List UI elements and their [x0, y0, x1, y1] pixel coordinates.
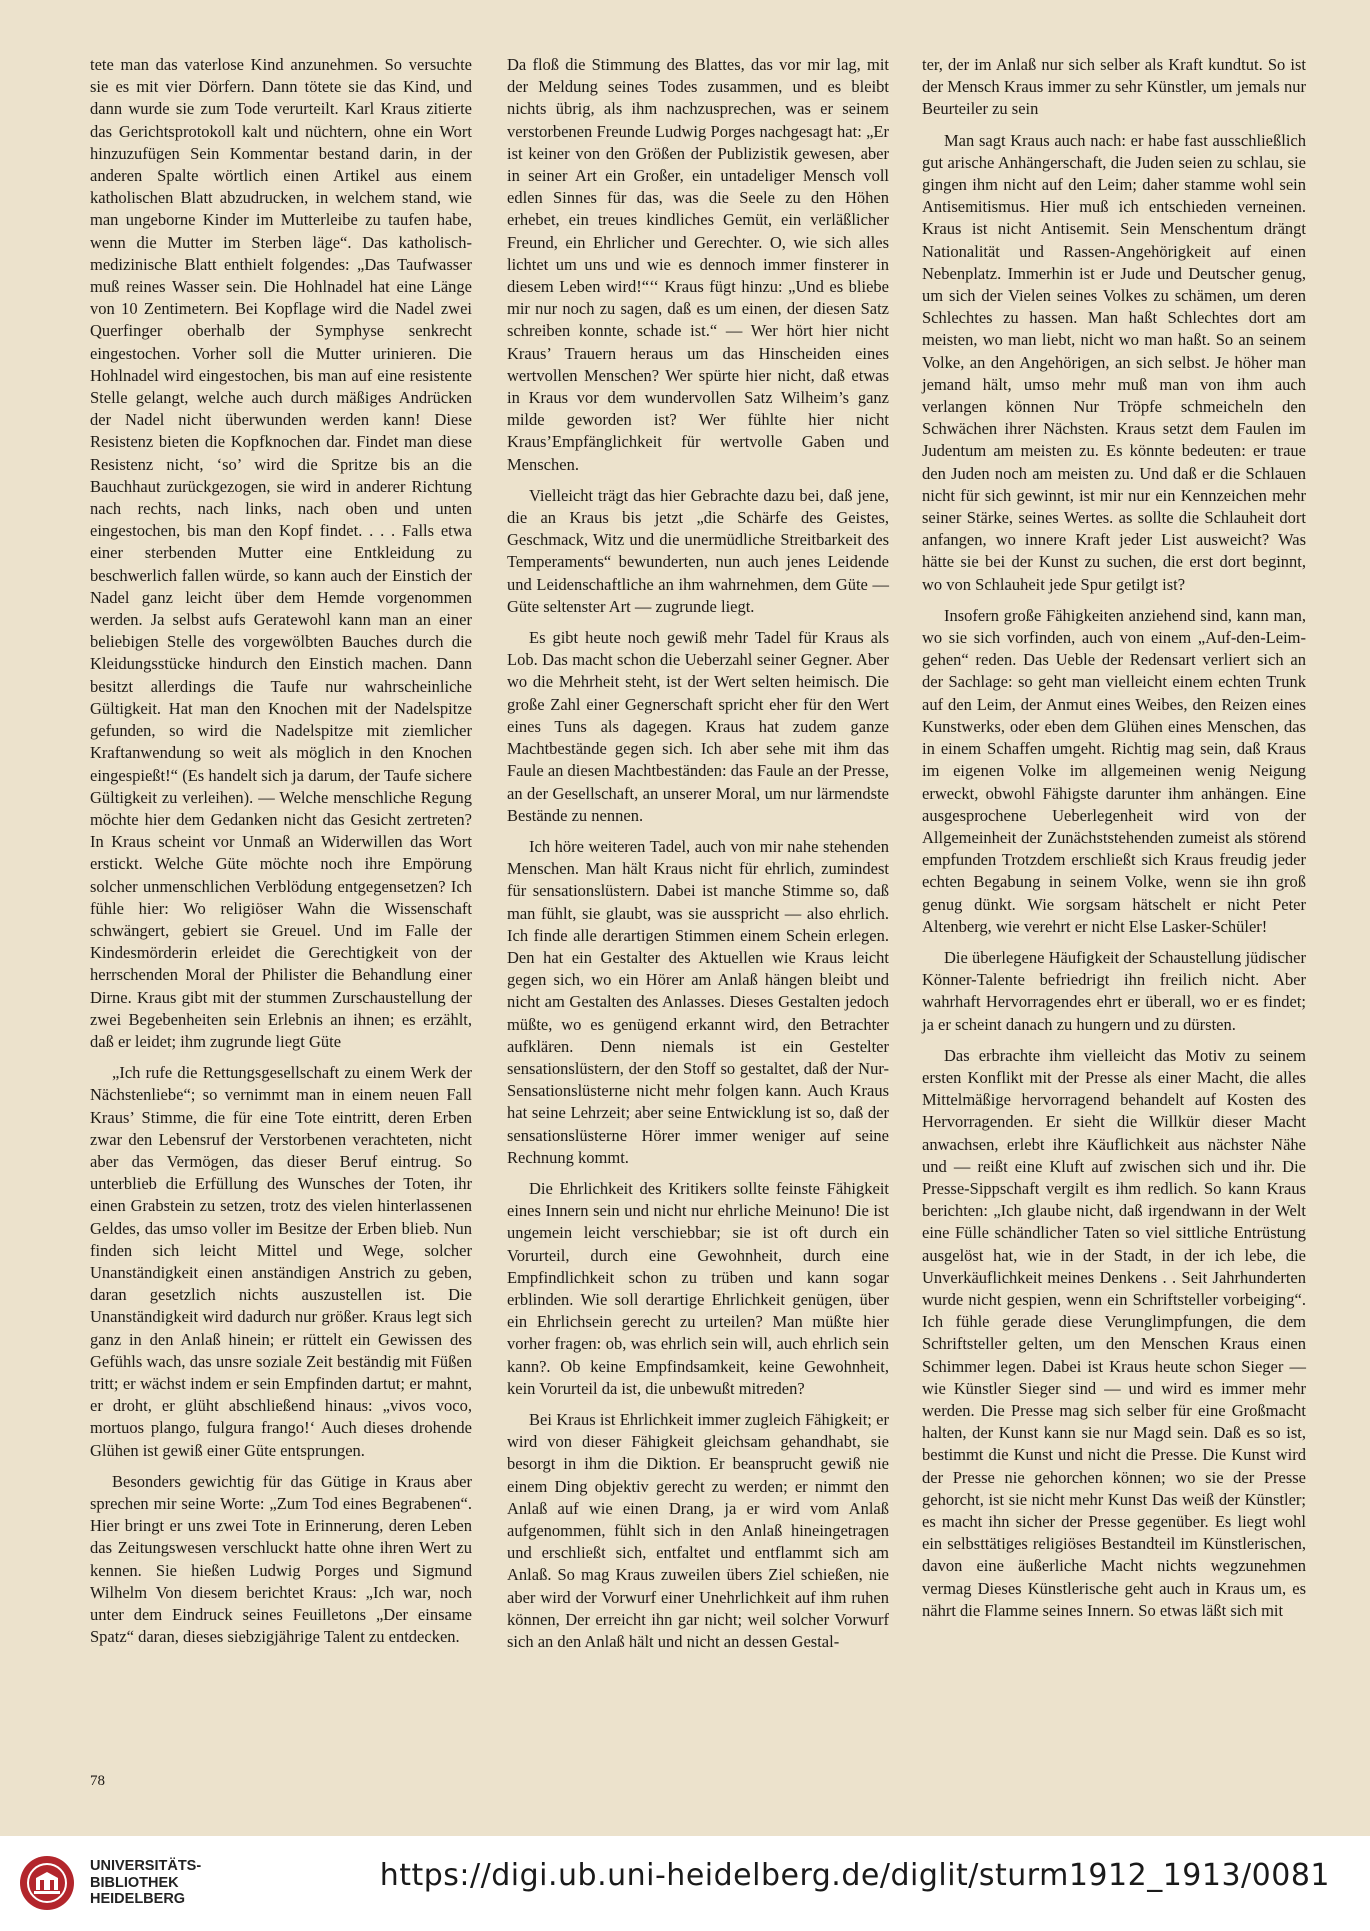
paragraph: Da floß die Stimmung des Blattes, das vor mir lag, mit der Meldung seines Todes zusammen, und es bleibt nichts übrig, als ihm nachzusprechen, was er seinem verstorbenen Freunde Ludwig Porges nachgesagt hat: „Er ist keiner von den Größen der Publizistik gewesen, aber in seiner Art ein Großer, ein untadeliger Mensch voll edlen Sinnes für das, was die Seele zu den Höhen erhebet, ein treues kindliches Gemüt, ein verläßlicher Freund, ein Ehrlicher und Gerechter. O, wie sich alles lichtet um uns und wie es dennoch immer finsterer in diesem Leben wird!“‘‘ Kraus fügt hinzu: „Und es bliebe mir nur noch zu sagen, daß es um einen, der diesen Satz schreiben konnte, schade ist.“ — Wer hört hier nicht Kraus’ Trauern heraus um das Hinscheiden eines wertvollen Menschen? Wer spürte hier nicht, daß etwas in Kraus vor dem wundervollen Satz Wilheim’s ganz milde geworden ist? Wer fühlte hier nicht Kraus’Empfänglichkeit für wertvolle Gaben und Menschen. [507, 55, 889, 474]
library-name[interactable] [90, 1858, 201, 1908]
paragraph: tete man das vaterlose Kind anzunehmen. So versuchte sie es mit vier Dörfern. Dann tötete sie das Kind, und dann wurde sie zum Tode verurteilt. Karl Kraus zitierte das Gerichtsprotokoll kalt und nüchtern, ohne ein Wort hinzuzufügen Sein Kommentar bestand darin, in der anderen Spalte wörtlich einen Artikel aus einem katholischen Blatt abzudrucken, in welchem stand, wie man ungeborne Kinder im Mutterleibe zu taufen habe, wenn die Mutter im Sterben läge“. Das katholisch-medizinische Blatt enthielt folgendes: „Das Taufwasser muß reines Wasser sein. Die Hohlnadel hat eine Länge von 10 Zentimetern. Bei Kopflage wird die Nadel zwei Querfinger oberhalb der Symphyse senkrecht eingestochen. Vorher soll die Mutter urinieren. Die Hohlnadel wird eingestochen, bis man auf eine resistente Stelle gelangt, welche auch durch mäßiges Andrücken der Nadel nicht überwunden werden kann! Diese Resistenz bieten die Kopfknochen dar. Findet man diese Resistenz nicht, ‘so’ wird die Spritze bis an die Bauchhaut zurückgezogen, sie wird in anderer Richtung nach rechts, nach links, nach oben und unten eingestochen, bis man den Kopf findet. . . . Falls etwa einer sterbenden Mutter eine Entkleidung zu beschwerlich fallen würde, so kann auch der Einstich der Nadel ganz leicht über dem Hemde vorgenommen werden. Ja selbst aufs Geratewohl kann man an einer beliebigen Stelle des vorgewölbten Bauches durch die Kleidungsstücke hindurch den Einstich machen. Dann besitzt allerdings die Taufe nur wahrscheinliche Gültigkeit. Hat man den Knochen mit der Nadelspitze gefunden, so wird die Nadelspitze mit ziemlicher Kraftanwendung so weit als möglich in den Knochen eingespießt!“ (Es handelt sich ja darum, der Taufe sichere Gültigkeit zu verleihen). — Welche menschliche Regung möchte hier dem Gedanken nicht das Gesicht zertreten? In Kraus scheint vor Unmaß an Widerwillen das Wort erstickt. Welche Güte möchte noch ihre Empörung solcher unmenschlichen Verblödung entgegensetzen? Ich fühle hier: Wo religiöser Wahn die Wissenschaft schwängert, gebiert sie Greuel. Und im Falle der Kindesmörderin erleidet die Gerechtigkeit von der herrschenden Moral der Philister die Behandlung einer Dirne. Kraus gibt mit der stummen Zurschaustellung der zwei Begebenheiten sein Erlebnis an ihnen; es erzählt, daß er leidet; ihm zugrunde liegt Güte [90, 55, 472, 1051]
paragraph: Die Ehrlichkeit des Kritikers sollte feinste Fähigkeit eines Innern sein und nicht nur ehrliche Meinuno! Die ist ungemein leicht verschiebbar; sie ist oft durch ein Vorurteil, durch eine Gewohnheit, durch eine Empfindlichkeit schon zu trüben und kann sogar erblinden. Wie soll derartige Ehrlichkeit genügen, über ein Ehrlichsein gerecht zu urteilen? Man müßte hier vorher fragen: ob, was ehrlich sein will, auch ehrlich sein kann?. Ob keine Empfindsamkeit, keine Gewohnheit, kein Vorurteil da ist, die unbewußt mitreden? [507, 1178, 889, 1398]
paragraph: „Ich rufe die Rettungsgesellschaft zu einem Werk der Nächstenliebe“; so vernimmt man in einem neuen Fall Kraus’ Stimme, die für eine Tote eintritt, deren Erben zwar den Lebensruf der Verstorbenen verachteten, nicht aber das Vermögen, das dieser Beruf eintrug. So unterblieb die Erfüllung des Wunsches der Toten, ihr einen Grabstein zu setzen, trotz des vielen hinterlassenen Geldes, das umso voller im Besitze der Erben blieb. Nun finden sich leicht Mittel und Wege, solcher Unanständigkeit einen anständigen Anstrich zu geben, daran gesetzlich nichts auszustellen ist. Die Unanständigkeit wird dadurch nur größer. Kraus legt sich ganz in den Anlaß hinein; er rüttelt ein Gewissen des Gefühls wach, das unsre soziale Zeit beständig mit Füßen tritt; er wächst indem er sein Empfinden dartut; er mahnt, er droht, er glüht abschließend hinaus: „vivos voco, mortuos plango, fulgura frango!‘ Auch dieses drohende Glühen ist gewiß einer Güte entsprungen. [90, 1063, 472, 1460]
paragraph: Das erbrachte ihm vielleicht das Motiv zu seinem ersten Konflikt mit der Presse als einer Macht, die alles Mittelmäßige hervorragend behandelt auf Kosten des Hervorragenden. Er sieht die Willkür dieser Macht anwachsen, erlebt ihre Käuflichkeit aus nächster Nähe und — reißt eine Kluft auf zwischen sich und ihr. Die Presse-Sippschaft vergilt es ihm redlich. So kann Kraus berichten: „Ich glaube nicht, daß irgendwann in der Welt eine Fülle schändlicher Taten so viel sittliche Entrüstung ausgelöst hat, wie in der Stadt, in der ich lebe, die Unverkäuflichkeit meines Denkens . . Seit Jahrhunderten wurde nicht gespien, wenn ein Schriftsteller vorbeiging“. Ich fühle gerade diese Verunglimpfungen, die dem Schriftsteller gelten, um den Menschen Kraus einen Schimmer legen. Dabei ist Kraus heute schon Sieger — wie Künstler Sieger sind — und wird es immer mehr werden. Die Presse mag sich selber für eine Großmacht halten, der Kunst kann sie nur Magd sein. Daß es so ist, bestimmt die Kunst und nicht die Presse. Die Kunst wird der Presse nie gehorchen können; wo sie der Presse gehorcht, ist sie nicht mehr Kunst Das weiß der Künstler; es macht ihn sicher der Presse gegenüber. Es liegt wohl ein selbsttätiges religiöses Bestandteil im Künstlerischen, davon eine äußerliche Macht nichts wegzunehmen vermag Dieses Künstlerische geht auch in Kraus um, es nährt die Flamme seines Innern. So etwas läßt sich mit [922, 1045, 1306, 1620]
library-name-line: HEIDELBERG [90, 1891, 186, 1907]
viewer-footer [0, 1836, 1370, 1931]
paragraph: Besonders gewichtig für das Gütige in Kraus aber sprechen mir seine Worte: „Zum Tod eines Begrabenen“. Hier bringt er uns zwei Tote in Erinnerung, deren Leben das Zeitungswesen verschluckt hatte ohne ihren Wert zu kennen. Sie hießen Ludwig Porges und Sigmund Wilhelm Von diesem berichtet Kraus: „Ich war, noch unter dem Eindruck seines Feuilletons „Der einsame Spatz“ daran, dieses siebzigjährige Talent zu entdecken. [90, 1471, 472, 1647]
text-column-left [90, 54, 472, 1657]
library-name-line: UNIVERSITÄTS- [90, 1858, 202, 1874]
page-number: 78 [90, 1773, 105, 1789]
paragraph: Vielleicht trägt das hier Gebrachte dazu bei, daß jene, die an Kraus bis jetzt „die Schärfe des Geistes, Geschmack, Witz und die unermüdliche Streitbarkeit des Temperaments“ bewunderten, nun auch jenes Leidende und Leidenschaftliche an ihm wahrnehmen, dem Güte — Güte seltenster Art — zugrunde liegt. [507, 485, 889, 616]
text-column-right [922, 54, 1306, 1631]
heidelberg-library-logo-icon[interactable] [18, 1854, 76, 1912]
library-name-line: BIBLIOTHEK [90, 1874, 179, 1891]
permalink-url[interactable]: https://digi.ub.uni-heidelberg.de/diglit/sturm1912_1913/0081 [379, 1858, 1330, 1893]
paragraph: Bei Kraus ist Ehrlichkeit immer zugleich Fähigkeit; er wird von dieser Fähigkeit gleichsam gehandhabt, sie besorgt in ihm die Diktion. Er beansprucht gewiß nie einem Ding objektiv gerecht zu werden; er nimmt den Anlaß auf wie einen Drang, ja er wird vom Anlaß aufgenommen, fühlt sich in den Anlaß hineingetragen und erschließt sich, entfaltet und entflammt sich am Anlaß. So mag Kraus zuweilen übers Ziel schießen, nie aber wird der Vorwurf einer Unehrlichkeit auf ihm ruhen können, Der erreicht ihn gar nicht; weil solcher Vorwurf sich an den Anlaß hält und nicht an dessen Gestal- [507, 1409, 889, 1652]
paragraph: Es gibt heute noch gewiß mehr Tadel für Kraus als Lob. Das macht schon die Ueberzahl seiner Gegner. Aber wo die Mehrheit steht, ist der Wert selten heimisch. Die große Zahl einer Gegnerschaft spricht eher für den Wert eines Tuns als dagegen. Kraus hat zudem ganze Machtbestände gegen sich. Ich aber sehe mit ihm das Faule an diesen Machtbeständen: das Faule an der Presse, an der Gesellschaft, an unserer Moral, um nur lärmendste Bestände zu nennen. [507, 628, 889, 825]
paragraph: Ich höre weiteren Tadel, auch von mir nahe stehenden Menschen. Man hält Kraus nicht für ehrlich, zumindest für sensationslüstern. Dabei ist manche Stimme so, daß man fühlt, sie glaubt, was sie ausspricht — also ehrlich. Ich finde alle derartigen Stimmen einem Schein erlegen. Den hat ein Gestalter des Aktuellen wie Kraus leicht gegen sich, wo ein Hörer am Anlaß hängen bleibt und nicht am Gestalten des Anlasses. Dieses Gestalten jedoch müßte, wo es genügend erkannt wird, den Betrachter aufklären. Denn niemals ist ein Gestelter sensationslüstern, der den Stoff so gestaltet, daß der Nur-Sensationslüsterne nicht mehr folgen kann. Auch Kraus hat seine Lehrzeit; aber seine Entwicklung ist so, daß der sensationslüsterne Hörer immer weniger auf seine Rechnung kommt. [507, 836, 889, 1167]
paragraph: Die überlegene Häufigkeit der Schaustellung jüdischer Könner-Talente befriedrigt ihn freilich nicht. Aber wahrhaft Hervorragendes ehrt er überall, wo er es findet; ja er scheint danach zu hungern und zu dürsten. [922, 947, 1306, 1034]
paragraph: Man sagt Kraus auch nach: er habe fast ausschließlich gut arische Anhängerschaft, die Juden seien zu schlau, sie gingen ihm nicht auf den Leim; daher stamme wohl sein Antisemitismus. Hier muß ich entschieden verneinen. Kraus ist nicht Antisemit. Sein Menschentum drängt Nationalität und Rassen-Angehörigkeit auf einen Nebenplatz. Immerhin ist er Jude und Deutscher genug, um sich der Vielen seines Volkes zu schämen, um deren Schlechtes zu hassen. Man haßt Schlechtes dort am meisten, wo man liebt, nicht wo man haßt. So an seinem Volke, an den Angehörigen, an sich selbst. Je höher man jemand hält, umso mehr muß man von ihm auch verlangen können Nur Tröpfe schmeicheln den Schwächen ihrer Nächsten. Kraus setzt dem Faulen im Judentum am meisten zu. Es könnte bedeuten: er traue den Juden noch am meisten zu. Und daß er die Schlauen nicht für sich gewinnt, ist mir nur ein Kennzeichen mehr seiner Stärke, seines Wertes. as sollte die Schlauheit dort anfangen, wo innere Kraft jeder List ausweicht? Was hätte sie bei der Kunst zu suchen, die erst dort beginnt, wo von Schlauheit jede Spur getilgt ist? [922, 130, 1306, 594]
paragraph: Insofern große Fähigkeiten anziehend sind, kann man, wo sie sich vorfinden, auch von einem „Auf-den-Leim-gehen“ reden. Das Ueble der Redensart verliert sich an der Sachlage: so geht man vielleicht einem echten Trunk auf den Leim, der Anmut eines Weibes, den Reizen eines Kunstwerks, oder eben dem Glühen eines Menschen, das in einem Schaffen umgeht. Richtig mag sein, daß Kraus im eigenen Volke im allgemeinen wenig Neigung erweckt, obwohl Fähigste darunter ihm anhängen. Eine ausgesprochene Ueberlegenheit wird von der Allgemeinheit der Zunächststehenden zumeist als störend empfunden Trotzdem erschließt sich Kraus freudig jeder echten Begabung in seinem Volke, wenn sie ihn groß genug dünkt. Wie sorgsam hätschelt er nicht Peter Altenberg, wie verehrt er nicht Else Lasker-Schüler! [922, 605, 1306, 936]
paragraph: ter, der im Anlaß nur sich selber als Kraft kundtut. So ist der Mensch Kraus immer zu sehr Künstler, um jemals nur Beurteiler zu sein [922, 55, 1306, 119]
text-column-middle [507, 54, 889, 1662]
